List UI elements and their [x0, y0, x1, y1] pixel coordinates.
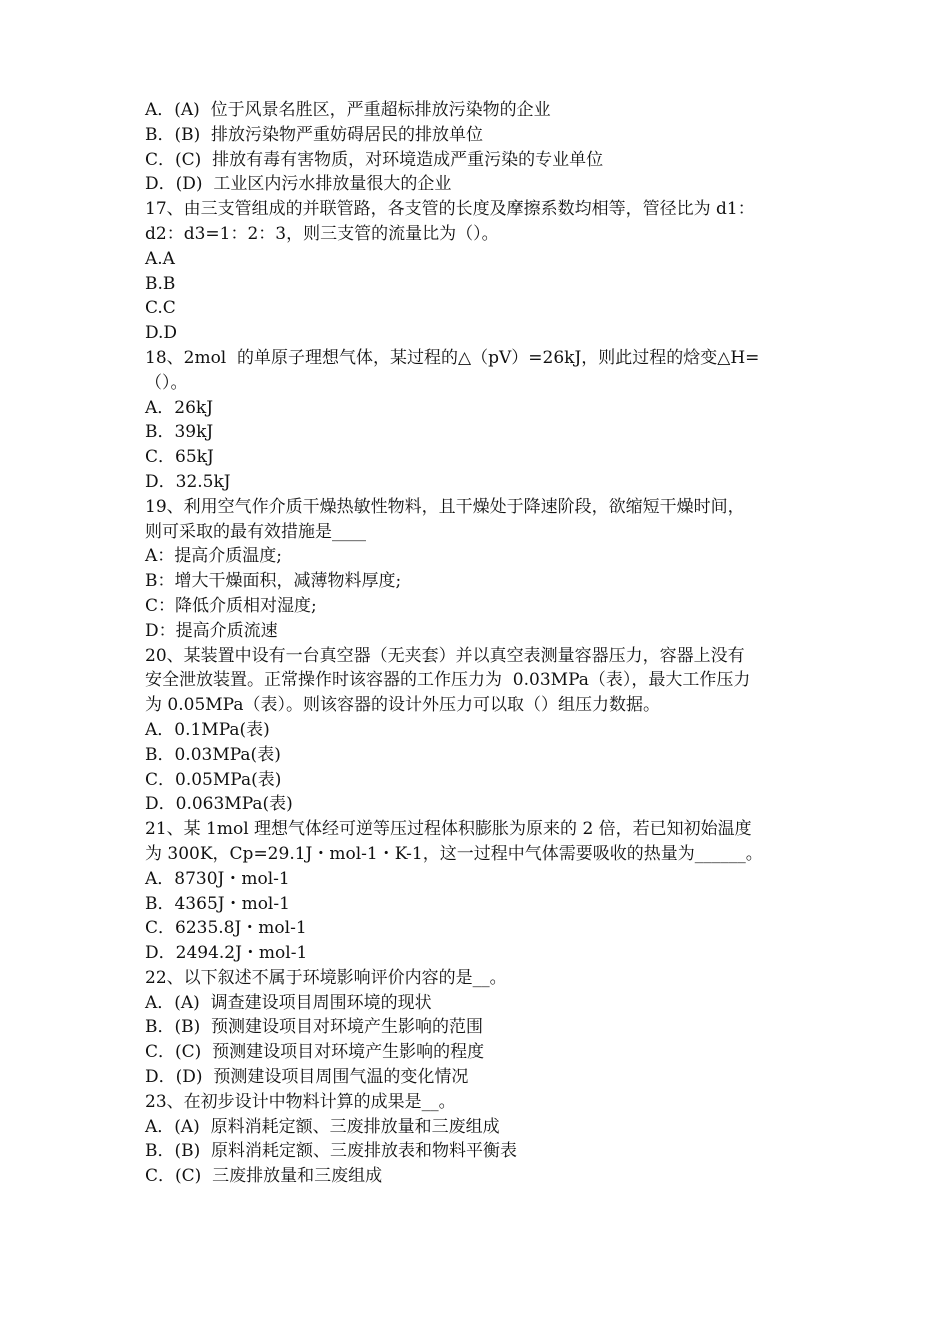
- text-line: A．26kJ: [145, 397, 214, 418]
- text-line: D．0.063MPa(表): [145, 794, 293, 815]
- text-line: A．8730J・mol-1: [145, 868, 290, 889]
- text-line: C．6235.8J・mol-1: [145, 918, 307, 939]
- text-line: C．65kJ: [145, 447, 214, 468]
- text-line: C：降低介质相对湿度;: [145, 595, 317, 616]
- text-line: A．(A) 调查建设项目周围环境的现状: [145, 992, 432, 1013]
- text-line: A．(A) 位于风景名胜区，严重超标排放污染物的企业: [145, 100, 551, 120]
- text-line: C．(C) 三废排放量和三废组成: [145, 1166, 383, 1187]
- text-line: B．0.03MPa(表): [145, 744, 281, 765]
- text-line: A．(A) 原料消耗定额、三废排放量和三废组成: [145, 1116, 500, 1137]
- text-line: D．2494.2J・mol-1: [145, 943, 308, 964]
- text-line: 22、以下叙述不属于环境影响评价内容的是__。: [145, 967, 507, 988]
- text-line: 23、在初步设计中物料计算的成果是__。: [145, 1091, 456, 1112]
- text-line: D．(D) 预测建设项目周围气温的变化情况: [145, 1067, 469, 1088]
- text-line: C．(C) 排放有毒有害物质，对环境造成严重污染的专业单位: [145, 149, 604, 170]
- text-line: A：提高介质温度;: [145, 546, 283, 567]
- text-line: 为 0.05MPa（表）。则该容器的设计外压力可以取（）组压力数据。: [145, 695, 660, 716]
- text-line: 21、某 1mol 理想气体经可逆等压过程体积膨胀为原来的 2 倍，若已知初始温度: [145, 819, 752, 840]
- text-line: C．(C) 预测建设项目对环境产生影响的程度: [145, 1042, 485, 1063]
- text-line: 17、由三支管组成的并联管路，各支管的长度及摩擦系数均相等，管径比为 d1：: [145, 199, 755, 220]
- text-line: D．(D) 工业区内污水排放量很大的企业: [145, 174, 452, 195]
- text-line: 20、某装置中设有一台真空器（无夹套）并以真空表测量容器压力，容器上没有: [145, 645, 745, 666]
- text-line: A.A: [145, 248, 175, 269]
- text-line: 则可采取的最有效措施是____: [145, 521, 366, 542]
- text-line: B．(B) 排放污染物严重妨碍居民的排放单位: [145, 124, 484, 145]
- text-line: （）。: [145, 372, 188, 393]
- text-line: 为 300K，Cp=29.1J・mol-1・K-1，这一过程中气体需要吸收的热量为______。: [145, 843, 763, 864]
- text-line: 18、2mol 的单原子理想气体，某过程的△（pV）=26kJ，则此过程的焓变△H=: [145, 347, 760, 368]
- text-line: B．4365J・mol-1: [145, 893, 290, 914]
- text-line: B.B: [145, 273, 176, 294]
- text-line: B：增大干燥面积，减薄物料厚度;: [145, 571, 402, 592]
- text-line: D.D: [145, 323, 178, 344]
- text-line: A．0.1MPa(表): [145, 719, 270, 740]
- text-line: B．(B) 预测建设项目对环境产生影响的范围: [145, 1017, 484, 1038]
- text-line: 19、利用空气作介质干燥热敏性物料，且干燥处于降速阶段，欲缩短干燥时间，: [145, 496, 745, 517]
- text-line: D：提高介质流速: [145, 620, 278, 641]
- text-line: D．32.5kJ: [145, 471, 231, 492]
- text-line: 安全泄放装置。正常操作时该容器的工作压力为 0.03MPa（表），最大工作压力: [145, 670, 751, 691]
- page-content: [145, 98, 825, 1189]
- text-line: d2：d3=1：2：3，则三支管的流量比为（）。: [145, 223, 499, 244]
- text-line: B．(B) 原料消耗定额、三废排放表和物料平衡表: [145, 1141, 518, 1162]
- text-line: B．39kJ: [145, 422, 214, 443]
- text-line: C.C: [145, 298, 176, 319]
- text-line: C．0.05MPa(表): [145, 769, 282, 790]
